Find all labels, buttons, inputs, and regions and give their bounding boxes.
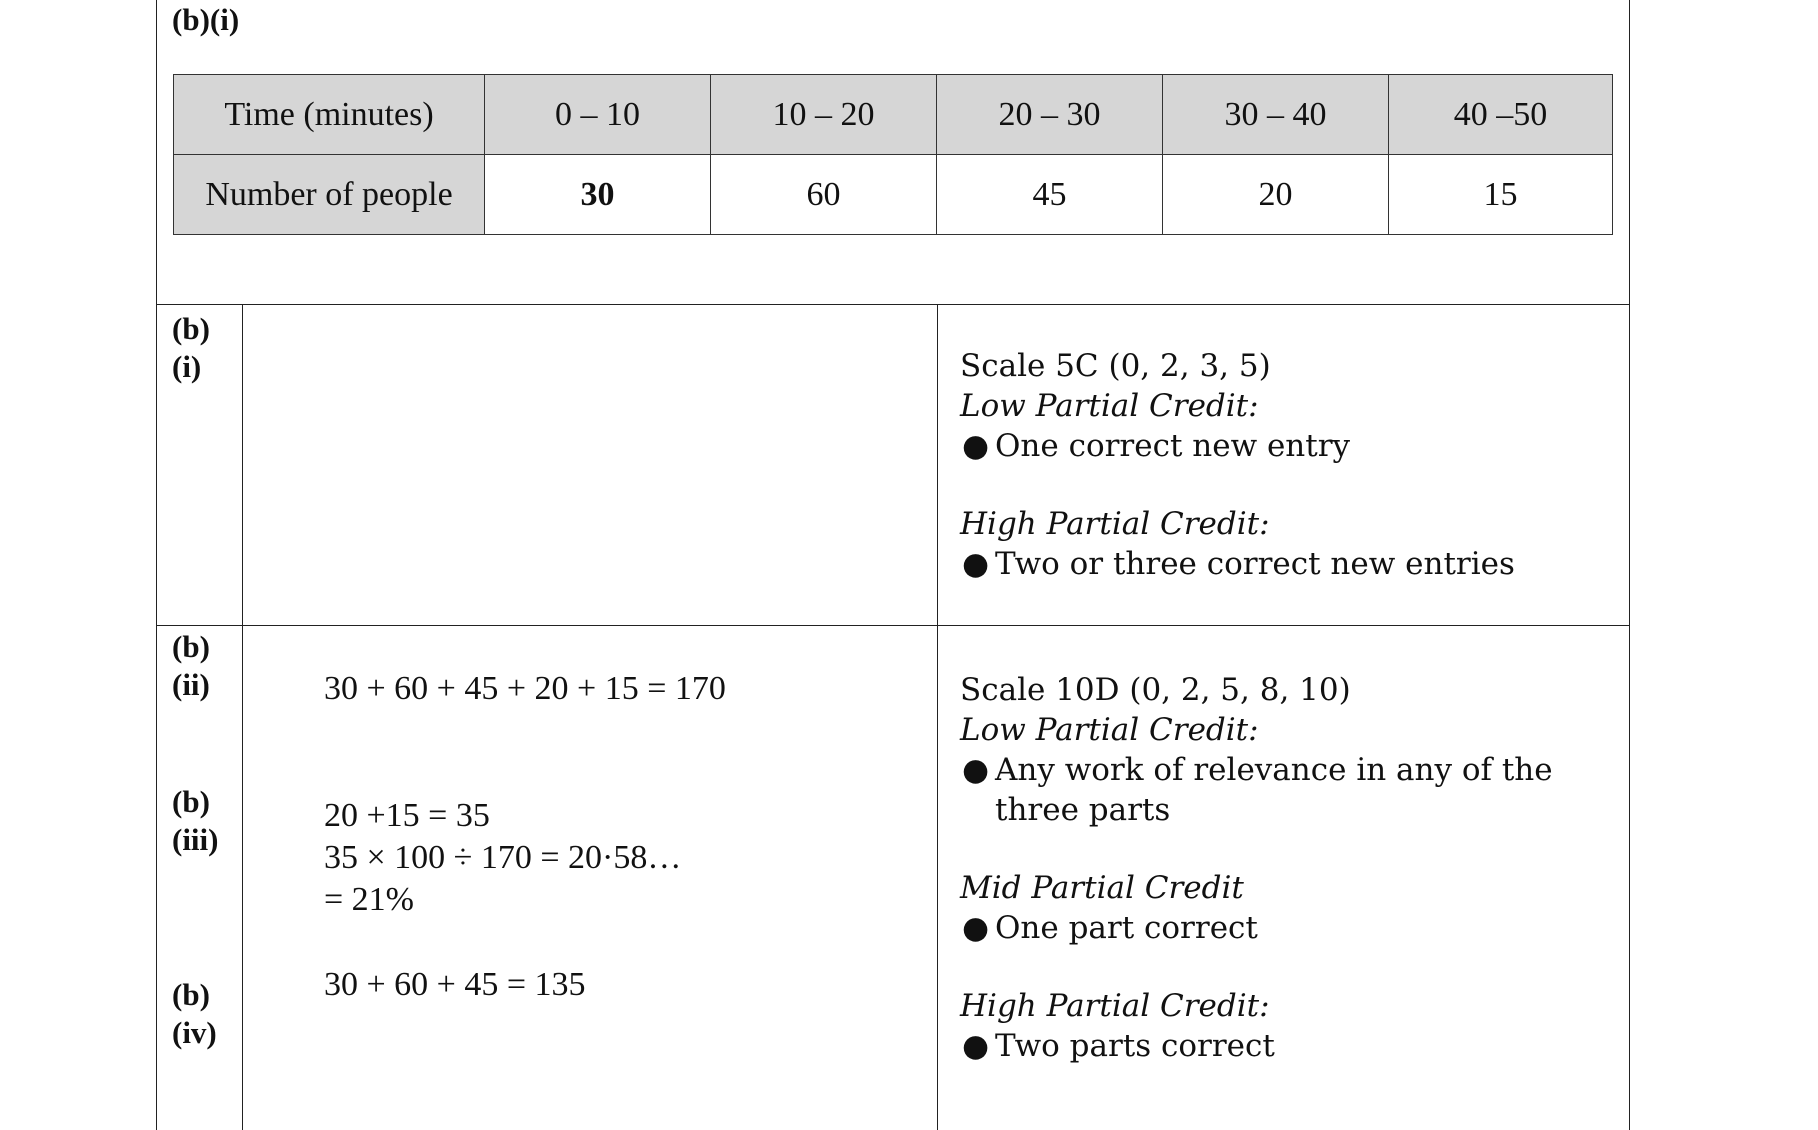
working-b-iii: [324, 795, 681, 921]
scale-text: Scale 10D (0, 2, 5, 8, 10): [960, 672, 1351, 708]
label-line: (b): [172, 629, 210, 664]
table-header-time: Time (minutes): [174, 75, 485, 155]
table-cell: 15: [1389, 155, 1613, 235]
table-cell: 30: [485, 155, 711, 235]
label-line: (b): [172, 311, 210, 346]
list-item: [960, 426, 1610, 466]
list-item: [960, 544, 1610, 584]
list-item-text: Two parts correct: [995, 1028, 1275, 1064]
question-label-b-iii: [172, 783, 219, 859]
bullet-icon: ●: [962, 752, 990, 788]
column-divider: [242, 304, 243, 1130]
table-header-cell: 10 – 20: [711, 75, 937, 155]
label-line: (b): [172, 977, 210, 1012]
list-item: [960, 1026, 1610, 1066]
table-header-cell: 40 –50: [1389, 75, 1613, 155]
frequency-table: [173, 74, 1613, 235]
bullet-icon: ●: [962, 910, 990, 946]
table-row-people: [174, 155, 1613, 235]
marking-scheme-b-ii-iv: [960, 670, 1610, 1066]
list-item: [960, 908, 1610, 948]
table-row-time: [174, 75, 1613, 155]
list-item-text: Any work of relevance in any of the three parts: [995, 752, 1553, 828]
table-header-cell: 0 – 10: [485, 75, 711, 155]
list-item: [960, 750, 1610, 830]
label-line: (ii): [172, 667, 210, 702]
question-label-b-i: [172, 310, 210, 386]
working-b-ii: 30 + 60 + 45 + 20 + 15 = 170: [324, 670, 726, 707]
working-line: = 21%: [324, 881, 414, 918]
question-label-b-ii: [172, 628, 210, 704]
table-cell: 60: [711, 155, 937, 235]
marking-scheme-b-i: [960, 346, 1610, 584]
low-partial-heading: Low Partial Credit:: [960, 712, 1259, 748]
list-item-text: One part correct: [995, 910, 1258, 946]
label-line: (i): [172, 349, 202, 384]
table-header-cell: 30 – 40: [1163, 75, 1389, 155]
column-divider: [937, 304, 938, 1130]
working-b-iv: 30 + 60 + 45 = 135: [324, 966, 586, 1003]
high-partial-heading: High Partial Credit:: [960, 506, 1270, 542]
table-cell: 20: [1163, 155, 1389, 235]
label-line: (iv): [172, 1015, 217, 1050]
table-header-cell: 20 – 30: [937, 75, 1163, 155]
low-partial-heading: Low Partial Credit:: [960, 388, 1259, 424]
mid-partial-heading: Mid Partial Credit: [960, 870, 1244, 906]
high-partial-heading: High Partial Credit:: [960, 988, 1270, 1024]
working-line: 35 × 100 ÷ 170 = 20·58…: [324, 839, 682, 876]
list-item-text: One correct new entry: [995, 428, 1351, 464]
bullet-icon: ●: [962, 546, 990, 582]
bullet-icon: ●: [962, 428, 990, 464]
table-cell: 45: [937, 155, 1163, 235]
list-item-text: Two or three correct new entries: [995, 546, 1515, 582]
working-line: 20 +15 = 35: [324, 797, 490, 834]
label-line: (b): [172, 784, 210, 819]
question-label-b-iv: [172, 976, 217, 1052]
bullet-icon: ●: [962, 1028, 990, 1064]
row-divider: [156, 625, 1630, 626]
label-line: (iii): [172, 822, 219, 857]
scale-text: Scale 5C (0, 2, 3, 5): [960, 348, 1271, 384]
part-label-top: (b)(i): [172, 2, 240, 37]
row-divider: [156, 304, 1630, 305]
table-row-label-people: Number of people: [174, 155, 485, 235]
